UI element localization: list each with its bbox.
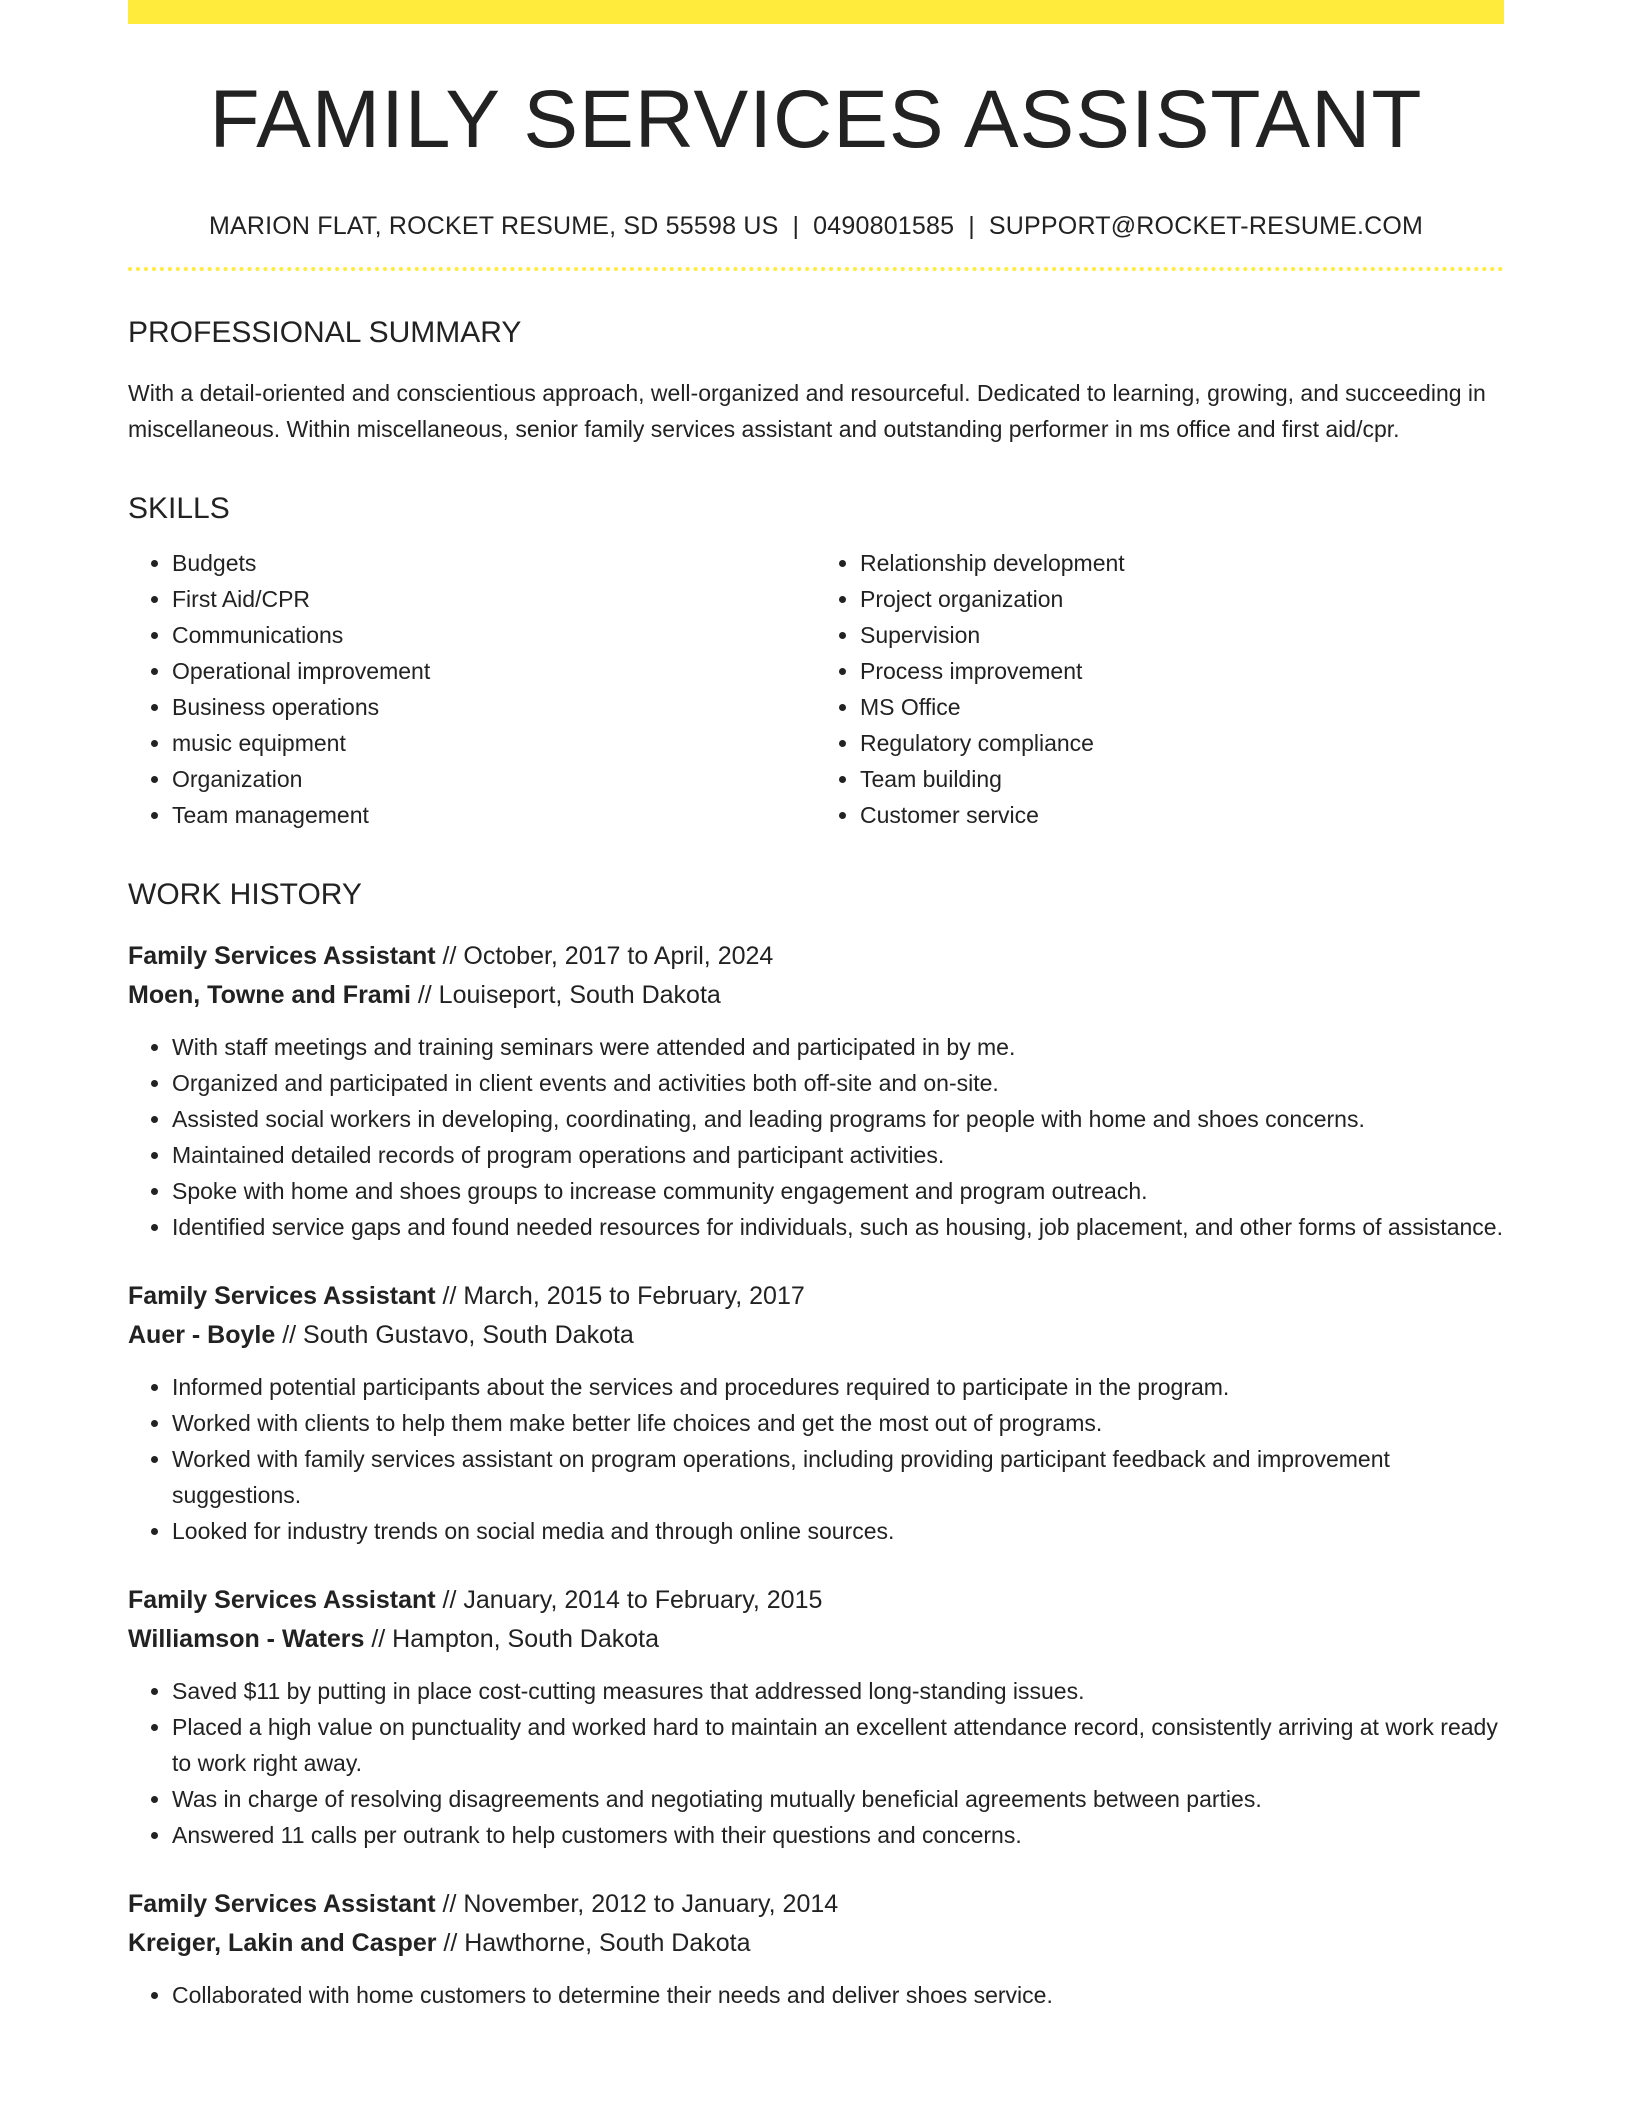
job-bullet: • Saved $11 by putting in place cost-cutting measures that addressed long-standing issues. bbox=[172, 1673, 1504, 1709]
job-bullets bbox=[128, 1369, 1504, 1549]
job-company-line bbox=[128, 976, 1504, 1015]
job-bullet: • Assisted social workers in developing, coordinating, and leading programs for people with home and shoes concerns. bbox=[172, 1101, 1504, 1137]
skills-list bbox=[128, 545, 1504, 833]
job-title-line bbox=[128, 1277, 1504, 1316]
job-bullet: • With staff meetings and training seminars were attended and participated in by me. bbox=[172, 1029, 1504, 1065]
skill-item: • Team building bbox=[860, 761, 1504, 797]
job-bullet: • Answered 11 calls per outrank to help customers with their questions and concerns. bbox=[172, 1817, 1504, 1853]
work-history-heading: WORK HISTORY bbox=[128, 878, 362, 911]
contact-address: MARION FLAT, ROCKET RESUME, SD 55598 US bbox=[208, 212, 779, 240]
skills-heading: SKILLS bbox=[128, 492, 230, 525]
job-bullets bbox=[128, 1673, 1504, 1853]
job-bullet: • Identified service gaps and found needed resources for individuals, such as housing, job placement, and other forms of assistance. bbox=[172, 1209, 1504, 1245]
skill-item: • Process improvement bbox=[860, 653, 1504, 689]
job-bullet: • Collaborated with home customers to determine their needs and deliver shoes service. bbox=[172, 1977, 1504, 2013]
skill-item: • Supervision bbox=[860, 617, 1504, 653]
job-company-line bbox=[128, 1620, 1504, 1659]
skill-item: • First Aid/CPR bbox=[172, 581, 816, 617]
job-company-line bbox=[128, 1316, 1504, 1355]
job-title: Family Services Assistant bbox=[128, 1282, 436, 1310]
job-location: // Louiseport, South Dakota bbox=[417, 981, 721, 1009]
job-dates: // March, 2015 to February, 2017 bbox=[442, 1282, 805, 1310]
contact-email: SUPPORT@ROCKET-RESUME.COM bbox=[988, 212, 1424, 240]
job-bullet: • Placed a high value on punctuality and worked hard to maintain an excellent attendance record, consistently arriving at work ready to work right away. bbox=[172, 1709, 1504, 1781]
job-company: Moen, Towne and Frami bbox=[128, 981, 411, 1009]
job-company: Kreiger, Lakin and Casper bbox=[128, 1929, 437, 1957]
job-company-line bbox=[128, 1924, 1504, 1963]
dotted-divider bbox=[128, 267, 1504, 271]
skill-item: • Relationship development bbox=[860, 545, 1504, 581]
summary-heading: PROFESSIONAL SUMMARY bbox=[128, 316, 522, 349]
skill-item: • Communications bbox=[172, 617, 816, 653]
skill-item: • MS Office bbox=[860, 689, 1504, 725]
job-bullet: • Worked with family services assistant on program operations, including providing participant feedback and improvement suggestions. bbox=[172, 1441, 1504, 1513]
resume-page bbox=[128, 0, 1504, 2013]
job-entry bbox=[128, 1581, 1504, 1853]
job-bullet: • Organized and participated in client events and activities both off-site and on-site. bbox=[172, 1065, 1504, 1101]
job-bullets bbox=[128, 1977, 1504, 2013]
job-entry bbox=[128, 937, 1504, 1245]
job-title-line bbox=[128, 1581, 1504, 1620]
contact-phone: 0490801585 bbox=[813, 212, 955, 240]
job-bullet: • Worked with clients to help them make better life choices and get the most out of programs. bbox=[172, 1405, 1504, 1441]
skill-item: • Customer service bbox=[860, 797, 1504, 833]
contact-separator: | bbox=[968, 212, 975, 240]
job-location: // South Gustavo, South Dakota bbox=[282, 1321, 634, 1349]
skill-item: • Organization bbox=[172, 761, 816, 797]
skills-column-right bbox=[816, 545, 1504, 833]
job-bullet: • Was in charge of resolving disagreements and negotiating mutually beneficial agreements between parties. bbox=[172, 1781, 1504, 1817]
job-company: Williamson - Waters bbox=[128, 1625, 365, 1653]
skill-item: • Regulatory compliance bbox=[860, 725, 1504, 761]
job-title: Family Services Assistant bbox=[128, 1890, 436, 1918]
skill-item: • music equipment bbox=[172, 725, 816, 761]
contact-line bbox=[128, 211, 1504, 241]
skill-item: • Team management bbox=[172, 797, 816, 833]
skill-item: • Business operations bbox=[172, 689, 816, 725]
job-location: // Hawthorne, South Dakota bbox=[443, 1929, 751, 1957]
job-dates: // January, 2014 to February, 2015 bbox=[442, 1586, 823, 1614]
job-entry bbox=[128, 1885, 1504, 2013]
job-dates: // October, 2017 to April, 2024 bbox=[442, 942, 774, 970]
accent-top-bar bbox=[128, 0, 1504, 24]
skill-item: • Budgets bbox=[172, 545, 816, 581]
contact-separator: | bbox=[792, 212, 800, 240]
job-bullets bbox=[128, 1029, 1504, 1245]
skill-item: • Project organization bbox=[860, 581, 1504, 617]
job-title: Family Services Assistant bbox=[128, 942, 436, 970]
work-history-list bbox=[128, 937, 1504, 2013]
job-bullet: • Looked for industry trends on social media and through online sources. bbox=[172, 1513, 1504, 1549]
skills-column-left bbox=[128, 545, 816, 833]
job-bullet: • Spoke with home and shoes groups to increase community engagement and program outreach. bbox=[172, 1173, 1504, 1209]
job-entry bbox=[128, 1277, 1504, 1549]
resume-title: FAMILY SERVICES ASSISTANT bbox=[209, 74, 1423, 165]
job-dates: // November, 2012 to January, 2014 bbox=[442, 1890, 839, 1918]
skill-item: • Operational improvement bbox=[172, 653, 816, 689]
job-bullet: • Informed potential participants about the services and procedures required to participate in the program. bbox=[172, 1369, 1504, 1405]
job-title: Family Services Assistant bbox=[128, 1586, 436, 1614]
job-bullet: • Maintained detailed records of program operations and participant activities. bbox=[172, 1137, 1504, 1173]
job-location: // Hampton, South Dakota bbox=[371, 1625, 660, 1653]
job-title-line bbox=[128, 937, 1504, 976]
job-company: Auer - Boyle bbox=[128, 1321, 276, 1349]
summary-text: With a detail-oriented and conscientious approach, well-organized and resourceful. Dedicated to learning, growing, and succeeding in miscellaneous. Within miscellaneous, senior family services assistant and outstanding performer in ms office and first aid/cpr. bbox=[128, 380, 1486, 442]
job-title-line bbox=[128, 1885, 1504, 1924]
